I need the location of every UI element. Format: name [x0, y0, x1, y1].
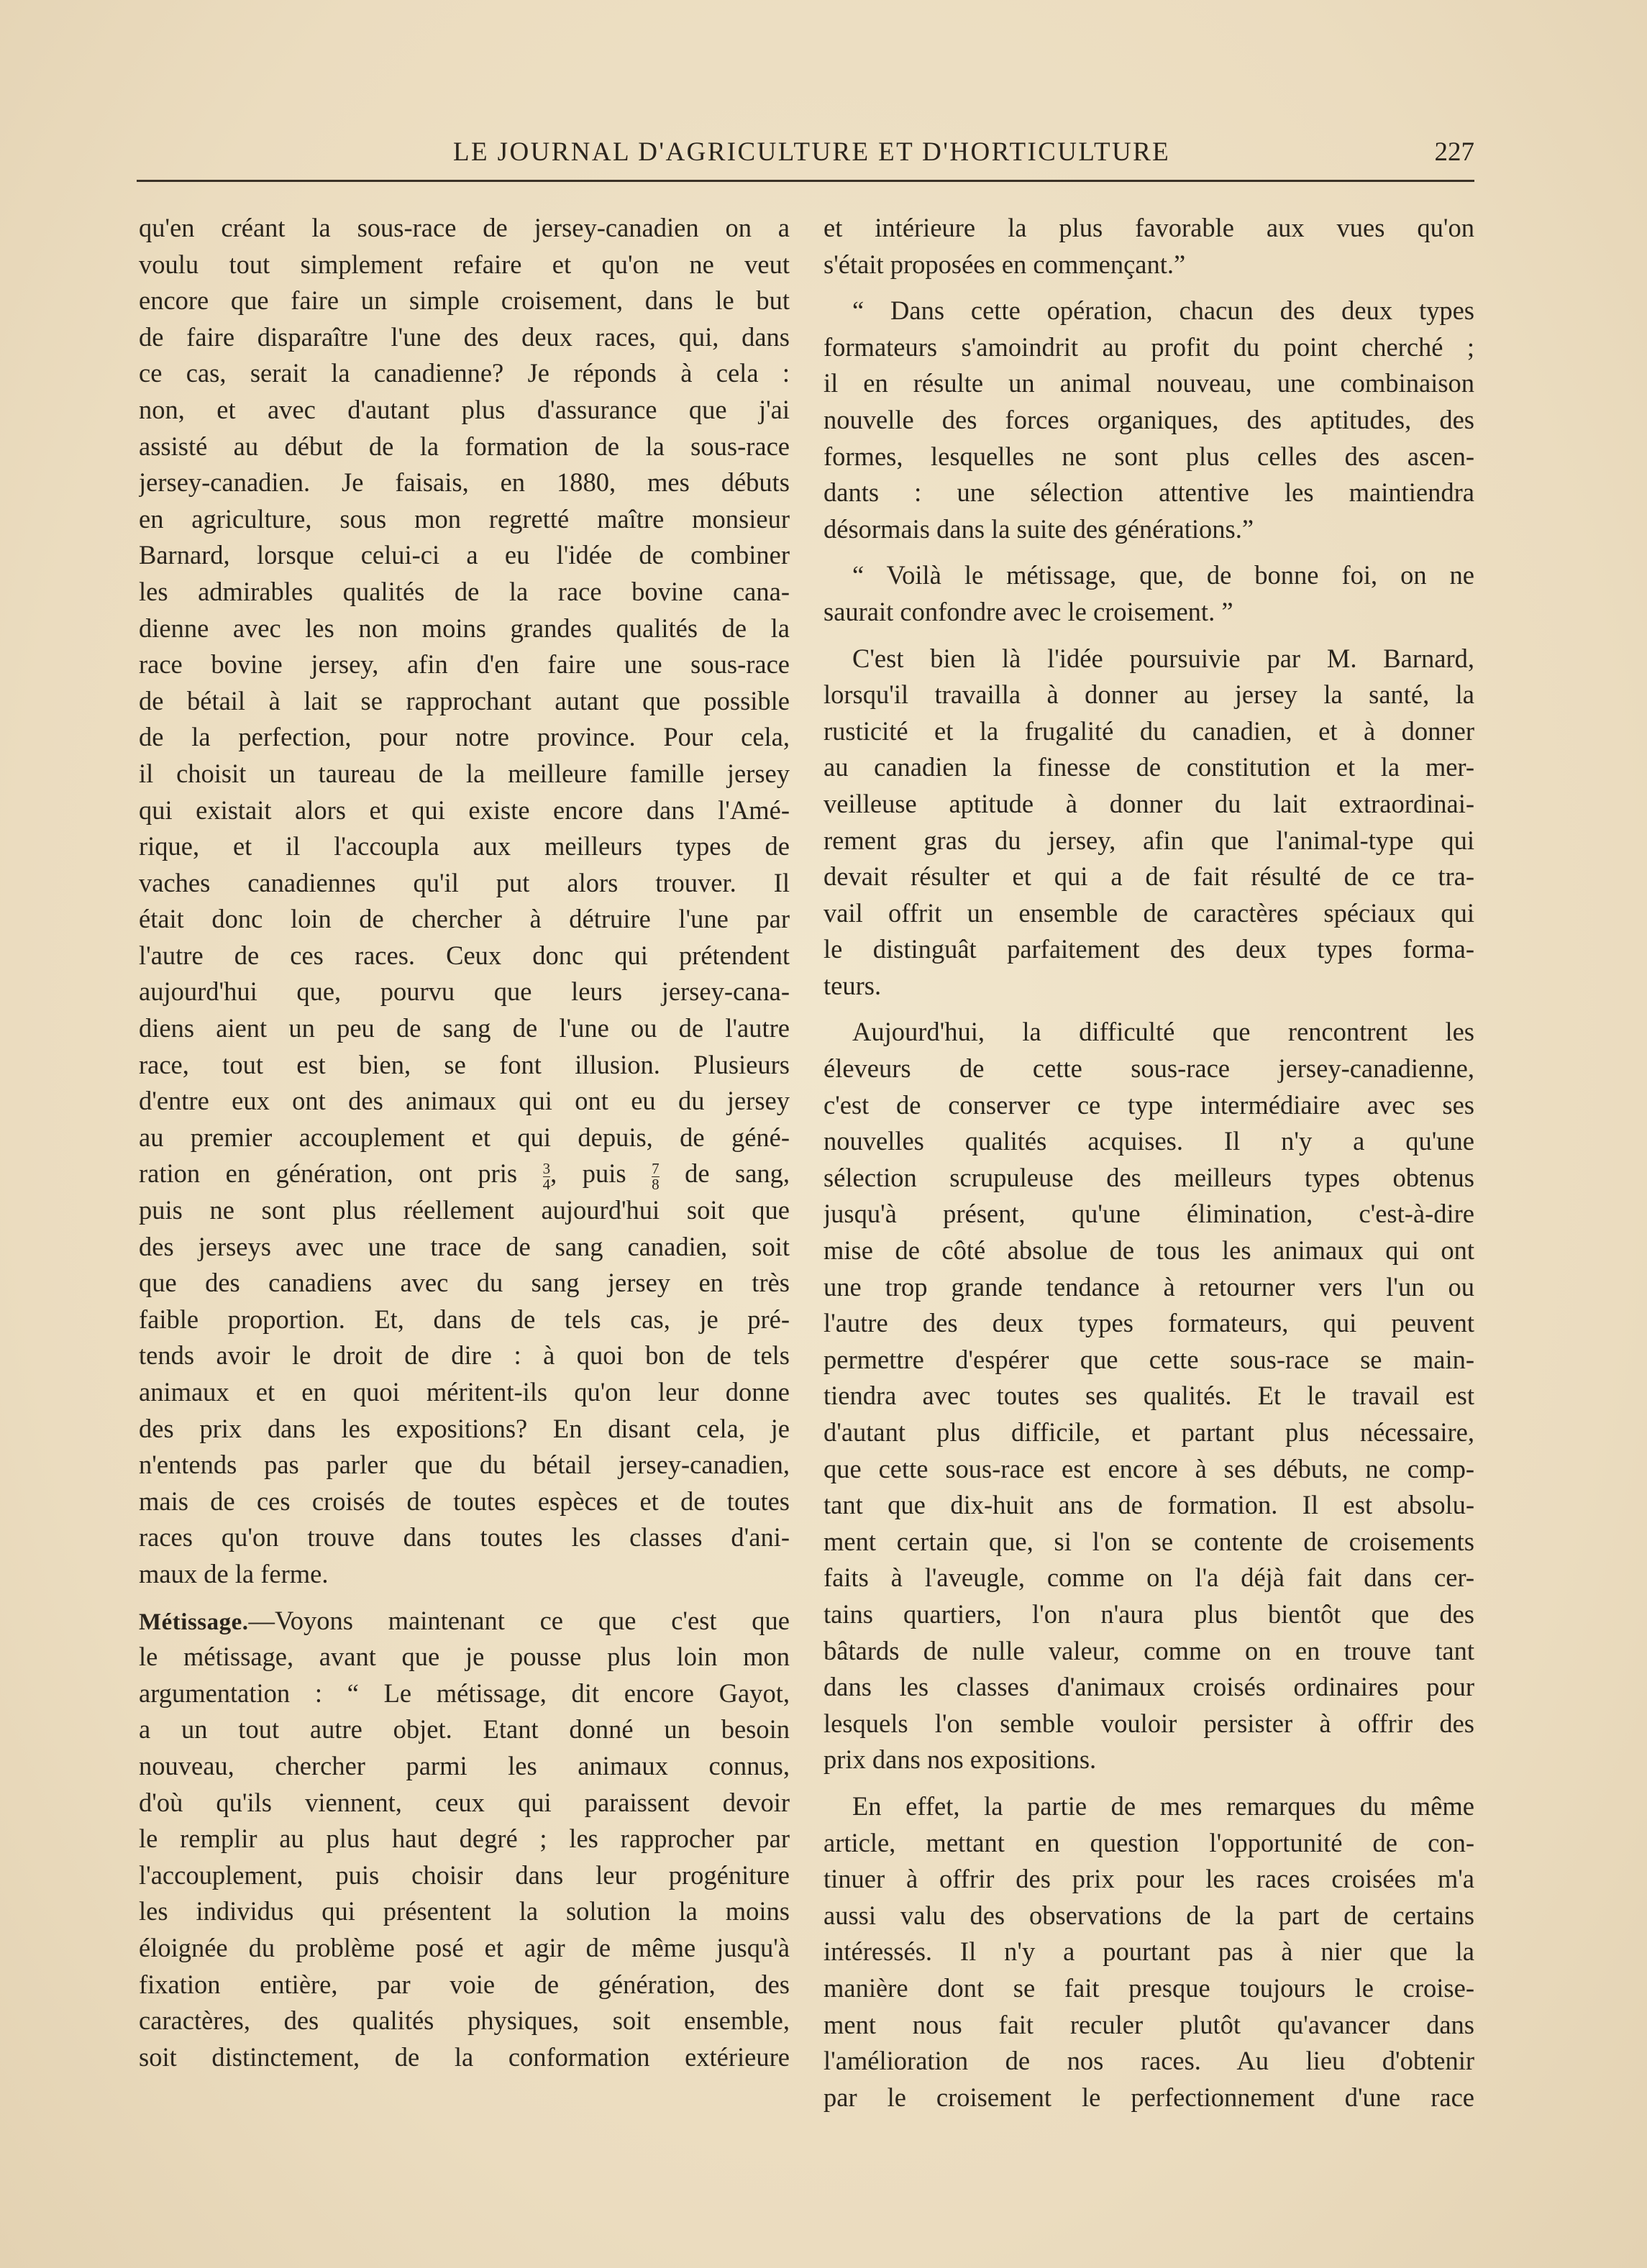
text-line: [139, 938, 790, 974]
text-line: [139, 1785, 790, 1821]
line-text: formateurs s'amoindrit au profit du point cherché ;: [824, 331, 1474, 362]
line-text: faits à l'aveugle, comme on l'a déjà fait dans cer-: [824, 1563, 1474, 1593]
text-line: [139, 646, 790, 683]
paragraph-gap: [824, 283, 1474, 293]
fraction-numerator: 7: [652, 1159, 660, 1177]
line-text: aujourd'hui que, pourvu que leurs jersey-cana-: [139, 977, 790, 1007]
line-text: race, tout est bien, se font illusion. Plusieurs: [139, 1049, 790, 1079]
line-text: nouvelles qualités acquises. Il n'y a qu'une: [824, 1126, 1474, 1156]
text-line: [824, 2080, 1474, 2116]
line-text: nouvelle des forces organiques, des aptitudes, des: [824, 404, 1474, 434]
line-text: a un tout autre objet. Etant donné un besoin: [139, 1714, 790, 1745]
text-line: [139, 1010, 790, 1047]
text-line: [139, 1675, 790, 1712]
line-text: tends avoir le droit de dire : à quoi bon de tels: [139, 1340, 790, 1371]
text-line: [139, 210, 790, 247]
line-text: qu'en créant la sous-race de jersey-canadien on a: [139, 213, 790, 242]
line-text: rement gras du jersey, afin que l'animal-type qui: [824, 825, 1474, 855]
text-line: [139, 465, 790, 501]
line-text: prix dans nos expositions.: [824, 1745, 1097, 1775]
line-text: le distinguât parfaitement des deux types forma-: [824, 934, 1474, 964]
text-line: [139, 1893, 790, 1930]
line-text: ce cas, serait la canadienne? Je réponds à cela :: [139, 358, 790, 388]
text-line: [824, 786, 1474, 823]
line-text: lorsqu'il travailla à donner au jersey la santé, la: [824, 680, 1474, 710]
line-text: aussi valu des observations de la part de certains: [824, 1900, 1474, 1930]
text-line: [139, 1047, 790, 1084]
text-line: [824, 293, 1474, 329]
line-text: Aujourd'hui, la difficulté que rencontrent les: [852, 1017, 1474, 1047]
text-line: [824, 2043, 1474, 2080]
text-line: [824, 1414, 1474, 1451]
line-text: manière dont se fait presque toujours le croise-: [824, 1972, 1474, 2003]
line-text: maux de la ferme.: [139, 1558, 329, 1588]
text-line: [139, 865, 790, 902]
fraction-denominator: 8: [652, 1175, 660, 1193]
line-text: tains quartiers, l'on n'aura plus bientôt que des: [824, 1599, 1474, 1629]
text-line: [824, 1233, 1474, 1269]
text-line: [824, 210, 1474, 247]
text-line: [139, 719, 790, 756]
line-text: puis ne sont plus réellement aujourd'hui soit que: [139, 1195, 790, 1225]
text-line: [139, 1265, 790, 1302]
text-line: [824, 749, 1474, 786]
text-line: [139, 1639, 790, 1675]
text-line: [139, 756, 790, 792]
text-line: [824, 1196, 1474, 1233]
line-text: diens aient un peu de sang de l'une ou de l'autre: [139, 1013, 790, 1043]
text-line: [139, 1374, 790, 1411]
line-text: formes, lesquelles ne sont plus celles des ascen-: [824, 441, 1474, 471]
line-text: des jerseys avec une trace de sang canadien, soit: [139, 1231, 790, 1261]
line-text: jusqu'à présent, qu'une élimination, c'est-à-dire: [824, 1199, 1474, 1229]
text-line: [139, 1083, 790, 1120]
text-line: [824, 823, 1474, 859]
line-text: il en résulte un animal nouveau, une combinaison: [824, 368, 1474, 398]
line-text: que des canadiens avec du sang jersey en très: [139, 1268, 790, 1298]
line-text: race bovine jersey, afin d'en faire une sous-race: [139, 649, 790, 680]
text-line: [824, 1123, 1474, 1160]
fraction: [652, 1161, 660, 1192]
line-text: En effet, la partie de mes remarques du même: [852, 1791, 1474, 1821]
paragraph-gap: [824, 547, 1474, 557]
text-line: [139, 1338, 790, 1374]
line-text: dants : une sélection attentive les maintiendra: [824, 477, 1474, 508]
journal-title: LE JOURNAL D'AGRICULTURE ET D'HORTICULTURE: [453, 137, 1171, 167]
text-line: [824, 402, 1474, 439]
line-text: l'autre des deux types formateurs, qui peuvent: [824, 1308, 1474, 1338]
line-text: “ Voilà le métissage, que, de bonne foi, on ne: [852, 560, 1474, 590]
line-text: de faire disparaître l'une des deux races, qui, dans: [139, 321, 790, 352]
text-line: [139, 1229, 790, 1266]
text-line: [824, 2007, 1474, 2044]
paragraph-gap: [139, 1593, 790, 1603]
line-text: , puis: [550, 1158, 626, 1189]
text-line: [139, 1821, 790, 1857]
text-line: [139, 683, 790, 720]
text-line: [139, 574, 790, 611]
text-line: [824, 641, 1474, 677]
text-line: [824, 1269, 1474, 1306]
line-text: les individus qui présentent la solution la moins: [139, 1896, 790, 1926]
text-line: [139, 828, 790, 865]
running-header: [137, 137, 1474, 180]
text-line: [139, 792, 790, 829]
text-line: [139, 1711, 790, 1748]
line-text: non, et avec d'autant plus d'assurance que j'ai: [139, 394, 790, 424]
line-text: dans les classes d'animaux croisés ordinaires pour: [824, 1672, 1474, 1702]
line-text: rique, et il l'accoupla aux meilleurs types de: [139, 831, 790, 861]
text-line: [824, 713, 1474, 750]
line-text: il choisit un taureau de la meilleure famille jersey: [139, 758, 790, 788]
text-line: [824, 895, 1474, 932]
line-text: rusticité et la frugalité du canadien, et à donner: [824, 715, 1474, 746]
line-text: bâtards de nulle valeur, comme on en trouve tant: [824, 1635, 1474, 1665]
text-line: [139, 247, 790, 283]
text-line: [824, 677, 1474, 713]
line-text: l'accouplement, puis choisir dans leur progéniture: [139, 1860, 790, 1890]
text-line: [824, 594, 1474, 631]
line-text: l'autre de ces races. Ceux donc qui prétendent: [139, 940, 790, 970]
text-line: [139, 1930, 790, 1967]
line-text: mais de ces croisés de toutes espèces et de toutes: [139, 1486, 790, 1516]
line-text: n'entends pas parler que du bétail jersey-canadien,: [139, 1450, 790, 1480]
text-line: [824, 475, 1474, 511]
line-text: les admirables qualités de la race bovine cana-: [139, 576, 790, 606]
text-line: [139, 1556, 790, 1593]
line-text: vaches canadiennes qu'il put alors trouver. Il: [139, 867, 790, 897]
line-text: tant que dix-huit ans de formation. Il est absolu-: [824, 1490, 1474, 1520]
text-line: [139, 1156, 790, 1192]
text-line: [824, 1160, 1474, 1197]
line-text: éleveurs de cette sous-race jersey-canadienne,: [824, 1053, 1474, 1084]
line-text: qui existait alors et qui existe encore dans l'Amé-: [139, 795, 790, 825]
text-line: [824, 1742, 1474, 1778]
line-text: intéressés. Il n'y a pourtant pas à nier que la: [824, 1937, 1474, 1967]
line-text: était donc loin de chercher à détruire l'une par: [139, 904, 790, 934]
header-rule: [137, 180, 1474, 182]
line-text: d'autant plus difficile, et partant plus nécessaire,: [824, 1417, 1474, 1447]
text-line: [824, 1633, 1474, 1670]
line-text: ration en génération, ont pris: [139, 1158, 518, 1189]
line-text: c'est de conserver ce type intermédiaire avec ses: [824, 1089, 1474, 1120]
text-line: [824, 1524, 1474, 1560]
text-line: [824, 1898, 1474, 1934]
text-line: [824, 365, 1474, 402]
text-line: [139, 1603, 790, 1640]
line-text: tinuer à offrir des prix pour les races croisées m'a: [824, 1864, 1474, 1894]
text-line: [824, 1087, 1474, 1124]
line-text: teurs.: [824, 970, 882, 1000]
text-line: [139, 392, 790, 429]
line-text: nouveau, chercher parmi les animaux connus,: [139, 1750, 790, 1780]
fraction-denominator: 4: [542, 1175, 551, 1193]
text-line: [139, 1967, 790, 2003]
line-text: que cette sous-race est encore à ses débuts, ne comp-: [824, 1453, 1474, 1483]
line-text: fixation entière, par voie de génération, des: [139, 1969, 790, 1999]
section-lead: Métissage.: [139, 1609, 249, 1635]
text-line: [824, 247, 1474, 283]
text-line: [139, 501, 790, 538]
text-line: [139, 319, 790, 356]
line-text: devait résulter et qui a de fait résulté de ce tra-: [824, 861, 1474, 892]
line-text: faible proportion. Et, dans de tels cas, je pré-: [139, 1304, 790, 1334]
text-line: [824, 859, 1474, 895]
line-text: mise de côté absolue de tous les animaux qui ont: [824, 1235, 1474, 1266]
line-text: —Voyons maintenant ce que c'est que: [248, 1605, 790, 1635]
text-line: [824, 1451, 1474, 1488]
line-text: animaux et en quoi méritent-ils qu'on leur donne: [139, 1377, 790, 1407]
text-line: [824, 1861, 1474, 1898]
page-number: 227: [1434, 137, 1474, 167]
line-text: races qu'on trouve dans toutes les classes d'ani-: [139, 1522, 790, 1553]
text-line: [824, 1305, 1474, 1342]
text-line: [824, 1560, 1474, 1596]
paragraph-gap: [824, 1004, 1474, 1014]
text-line: [139, 1120, 790, 1156]
text-line: [139, 429, 790, 465]
text-line: [139, 537, 790, 574]
text-line: [824, 1014, 1474, 1051]
left-column: [139, 210, 790, 2075]
text-line: [824, 1825, 1474, 1862]
paragraph-gap: [824, 1778, 1474, 1788]
text-line: [824, 557, 1474, 594]
line-text: s'était proposées en commençant.”: [824, 249, 1186, 279]
line-text: de bétail à lait se rapprochant autant que possible: [139, 685, 790, 715]
line-text: en agriculture, sous mon regretté maître monsieur: [139, 503, 790, 534]
text-line: [824, 329, 1474, 366]
line-text: C'est bien là l'idée poursuivie par M. Barnard,: [852, 643, 1474, 673]
line-text: au canadien la finesse de constitution et la mer-: [824, 752, 1474, 782]
text-line: [824, 931, 1474, 968]
line-text: jersey-canadien. Je faisais, en 1880, mes débuts: [139, 467, 790, 498]
line-text: d'entre eux ont des animaux qui ont eu du jersey: [139, 1086, 790, 1116]
line-text: de la perfection, pour notre province. Pour cela,: [139, 722, 790, 752]
text-line: [139, 611, 790, 647]
line-text: voulu tout simplement refaire et qu'on ne veut: [139, 249, 790, 279]
line-text: vail offrit un ensemble de caractères spéciaux qui: [824, 897, 1474, 928]
text-line: [139, 1519, 790, 1556]
text-line: [139, 2003, 790, 2039]
text-line: [824, 1669, 1474, 1706]
text-line: [824, 1934, 1474, 1970]
text-line: [824, 1970, 1474, 2007]
line-text: article, mettant en question l'opportunité de con-: [824, 1827, 1474, 1857]
text-line: [824, 439, 1474, 475]
line-text: assisté au début de la formation de la sous-race: [139, 431, 790, 461]
text-line: [139, 355, 790, 392]
line-text: ment certain que, si l'on se contente de croisements: [824, 1526, 1474, 1556]
line-text: soit distinctement, de la conformation extérieure: [139, 2041, 790, 2072]
text-line: [824, 968, 1474, 1005]
text-line: [139, 1192, 790, 1229]
line-text: par le croisement le perfectionnement d'une race: [824, 2082, 1474, 2112]
text-line: [139, 901, 790, 938]
text-line: [139, 1483, 790, 1520]
text-line: [824, 1378, 1474, 1414]
fraction: [543, 1161, 551, 1192]
text-line: [139, 1447, 790, 1483]
text-line: [824, 1342, 1474, 1378]
line-text: désormais dans la suite des générations.”: [824, 513, 1254, 544]
line-text: de sang,: [685, 1158, 790, 1189]
text-line: [139, 1411, 790, 1448]
line-text: et intérieure la plus favorable aux vues qu'on: [824, 213, 1474, 242]
text-line: [824, 1051, 1474, 1087]
line-text: encore que faire un simple croisement, dans le but: [139, 285, 790, 316]
line-text: le remplir au plus haut degré ; les rapprocher par: [139, 1824, 790, 1854]
text-line: [139, 283, 790, 319]
fraction-numerator: 3: [542, 1159, 551, 1177]
line-text: lesquels l'on semble vouloir persister à offrir des: [824, 1708, 1474, 1738]
line-text: veilleuse aptitude à donner du lait extraordinai-: [824, 788, 1474, 818]
line-text: dienne avec les non moins grandes qualités de la: [139, 613, 790, 643]
right-column: [824, 210, 1474, 2116]
line-text: permettre d'espérer que cette sous-race se main-: [824, 1344, 1474, 1374]
text-line: [139, 974, 790, 1010]
line-text: une trop grande tendance à retourner vers l'un ou: [824, 1271, 1474, 1302]
text-line: [139, 1302, 790, 1338]
line-text: ment nous fait reculer plutôt qu'avancer dans: [824, 2009, 1474, 2039]
text-line: [824, 1788, 1474, 1825]
text-line: [824, 511, 1474, 548]
text-line: [139, 1857, 790, 1894]
text-line: [139, 2039, 790, 2076]
line-text: le métissage, avant que je pousse plus loin mon: [139, 1642, 790, 1672]
line-text: éloignée du problème posé et agir de même jusqu'à: [139, 1932, 790, 1962]
line-text: l'amélioration de nos races. Au lieu d'obtenir: [824, 2046, 1474, 2076]
line-text: caractères, des qualités physiques, soit ensemble,: [139, 2006, 790, 2036]
line-text: “ Dans cette opération, chacun des deux types: [852, 296, 1474, 326]
text-line: [824, 1706, 1474, 1742]
line-text: tiendra avec toutes ses qualités. Et le travail est: [824, 1381, 1474, 1411]
paragraph-gap: [824, 631, 1474, 641]
line-text: saurait confondre avec le croisement. ”: [824, 596, 1233, 626]
text-line: [824, 1596, 1474, 1633]
line-text: Barnard, lorsque celui-ci a eu l'idée de combiner: [139, 540, 790, 570]
line-text: sélection scrupuleuse des meilleurs types obtenus: [824, 1162, 1474, 1192]
line-text: des prix dans les expositions? En disant cela, je: [139, 1413, 790, 1443]
text-line: [139, 1748, 790, 1785]
line-text: argumentation : “ Le métissage, dit encore Gayot,: [139, 1678, 790, 1708]
text-line: [824, 1487, 1474, 1524]
line-text: au premier accouplement et qui depuis, de géné-: [139, 1122, 790, 1152]
line-text: d'où qu'ils viennent, ceux qui paraissent devoir: [139, 1787, 790, 1817]
